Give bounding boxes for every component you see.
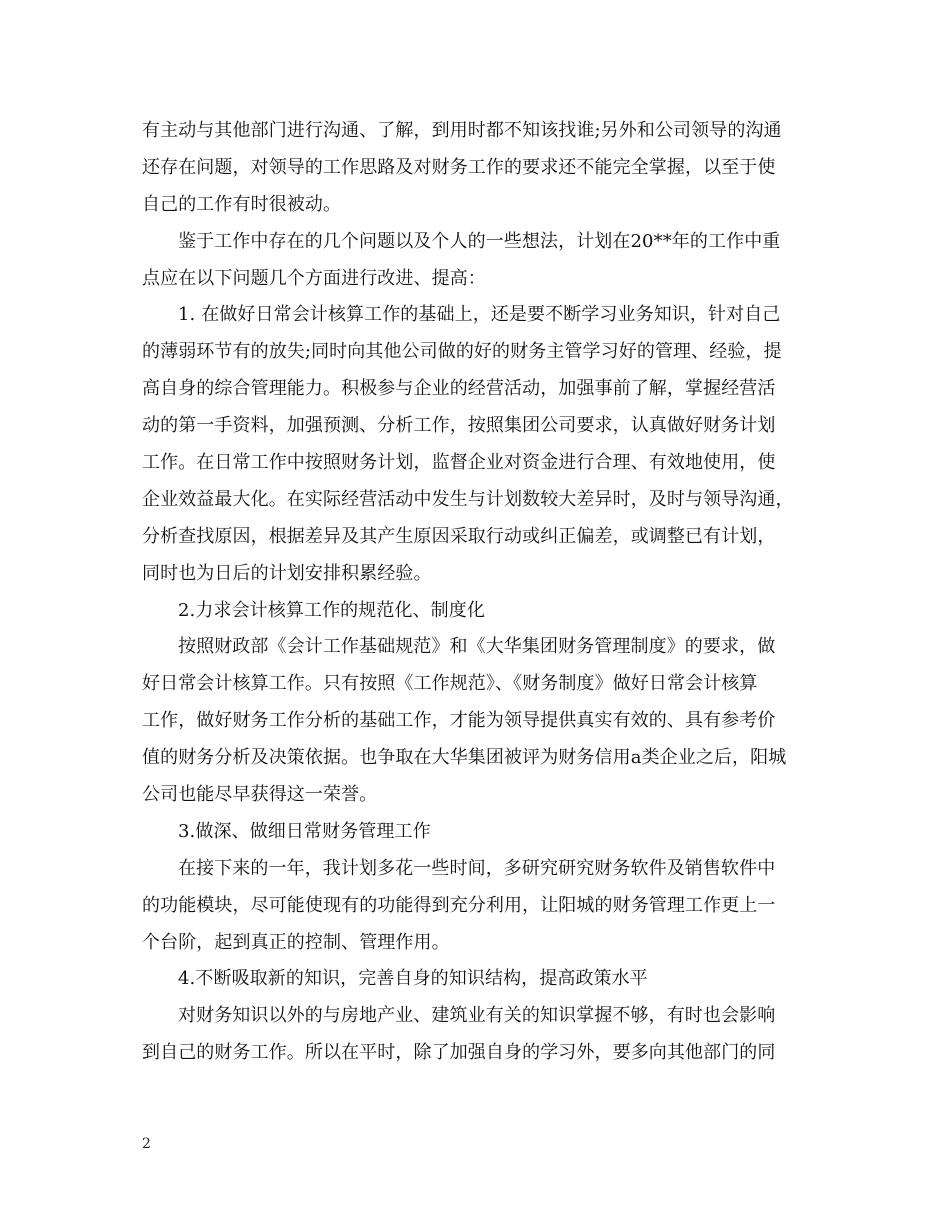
paragraph-first-line: 在接下来的一年，我计划多花一些时间，多研究研究财务软件及销售软件中 — [178, 857, 776, 879]
paragraph-first-line: 4.不断吸取新的知识，完善自身的知识结构，提高政策水平 — [178, 968, 648, 990]
text-line: 的功能模块，尽可能使现有的功能得到充分利用，让阳城的财务管理工作更上一 — [142, 894, 776, 916]
paragraph-first-line: 1. 在做好日常会计核算工作的基础上，还是要不断学习业务知识，针对自己 — [178, 304, 781, 326]
text-line: 分析查找原因，根据差异及其产生原因采取行动或纠正偏差，或调整已有计划， — [142, 525, 776, 547]
paragraph-first-line: 对财务知识以外的与房地产业、建筑业有关的知识掌握不够，有时也会影响 — [178, 1005, 776, 1027]
text-line: 自己的工作有时很被动。 — [142, 193, 342, 215]
paragraph-first-line: 按照财政部《会计工作基础规范》和《大华集团财务管理制度》的要求，做 — [178, 636, 776, 658]
text-line: 的薄弱环节有的放失;同时向其他公司做的好的财务主管学习好的管理、经验，提 — [142, 341, 782, 363]
paragraph-first-line: 鉴于工作中存在的几个问题以及个人的一些想法，计划在20**年的工作中重 — [178, 230, 781, 252]
text-line: 还存在问题，对领导的工作思路及对财务工作的要求还不能完全掌握，以至于使 — [142, 156, 776, 178]
text-line: 值的财务分析及决策依据。也争取在大华集团被评为财务信用a类企业之后，阳城 — [142, 747, 787, 769]
document-body — [142, 113, 812, 1072]
text-line: 高自身的综合管理能力。积极参与企业的经营活动，加强事前了解，掌握经营活 — [142, 378, 776, 400]
text-line: 企业效益最大化。在实际经营活动中发生与计划数较大差异时，及时与领导沟通， — [142, 488, 794, 510]
page-number: 2 — [142, 1136, 151, 1152]
text-line: 好日常会计核算工作。只有按照《工作规范》、《财务制度》做好日常会计核算 — [142, 673, 758, 695]
paragraph-first-line: 2.力求会计核算工作的规范化、制度化 — [178, 599, 485, 621]
text-line: 工作，做好财务工作分析的基础工作，才能为领导提供真实有效的、具有参考价 — [142, 710, 776, 732]
text-line: 个台阶，起到真正的控制、管理作用。 — [142, 931, 450, 953]
paragraph-first-line: 3.做深、做细日常财务管理工作 — [178, 820, 431, 842]
text-line: 工作。在日常工作中按照财务计划，监督企业对资金进行合理、有效地使用，使 — [142, 452, 776, 474]
text-line: 同时也为日后的计划安排积累经验。 — [142, 562, 432, 584]
text-line: 到自己的财务工作。所以在平时，除了加强自身的学习外，要多向其他部门的同 — [142, 1042, 776, 1064]
text-line: 点应在以下问题几个方面进行改进、提高： — [142, 267, 486, 289]
text-line: 公司也能尽早获得这一荣誉。 — [142, 784, 378, 806]
text-line: 有主动与其他部门进行沟通、了解，到用时都不知该找谁;另外和公司领导的沟通 — [142, 120, 782, 141]
text-line: 动的第一手资料，加强预测、分析工作，按照集团公司要求，认真做好财务计划 — [142, 415, 776, 437]
